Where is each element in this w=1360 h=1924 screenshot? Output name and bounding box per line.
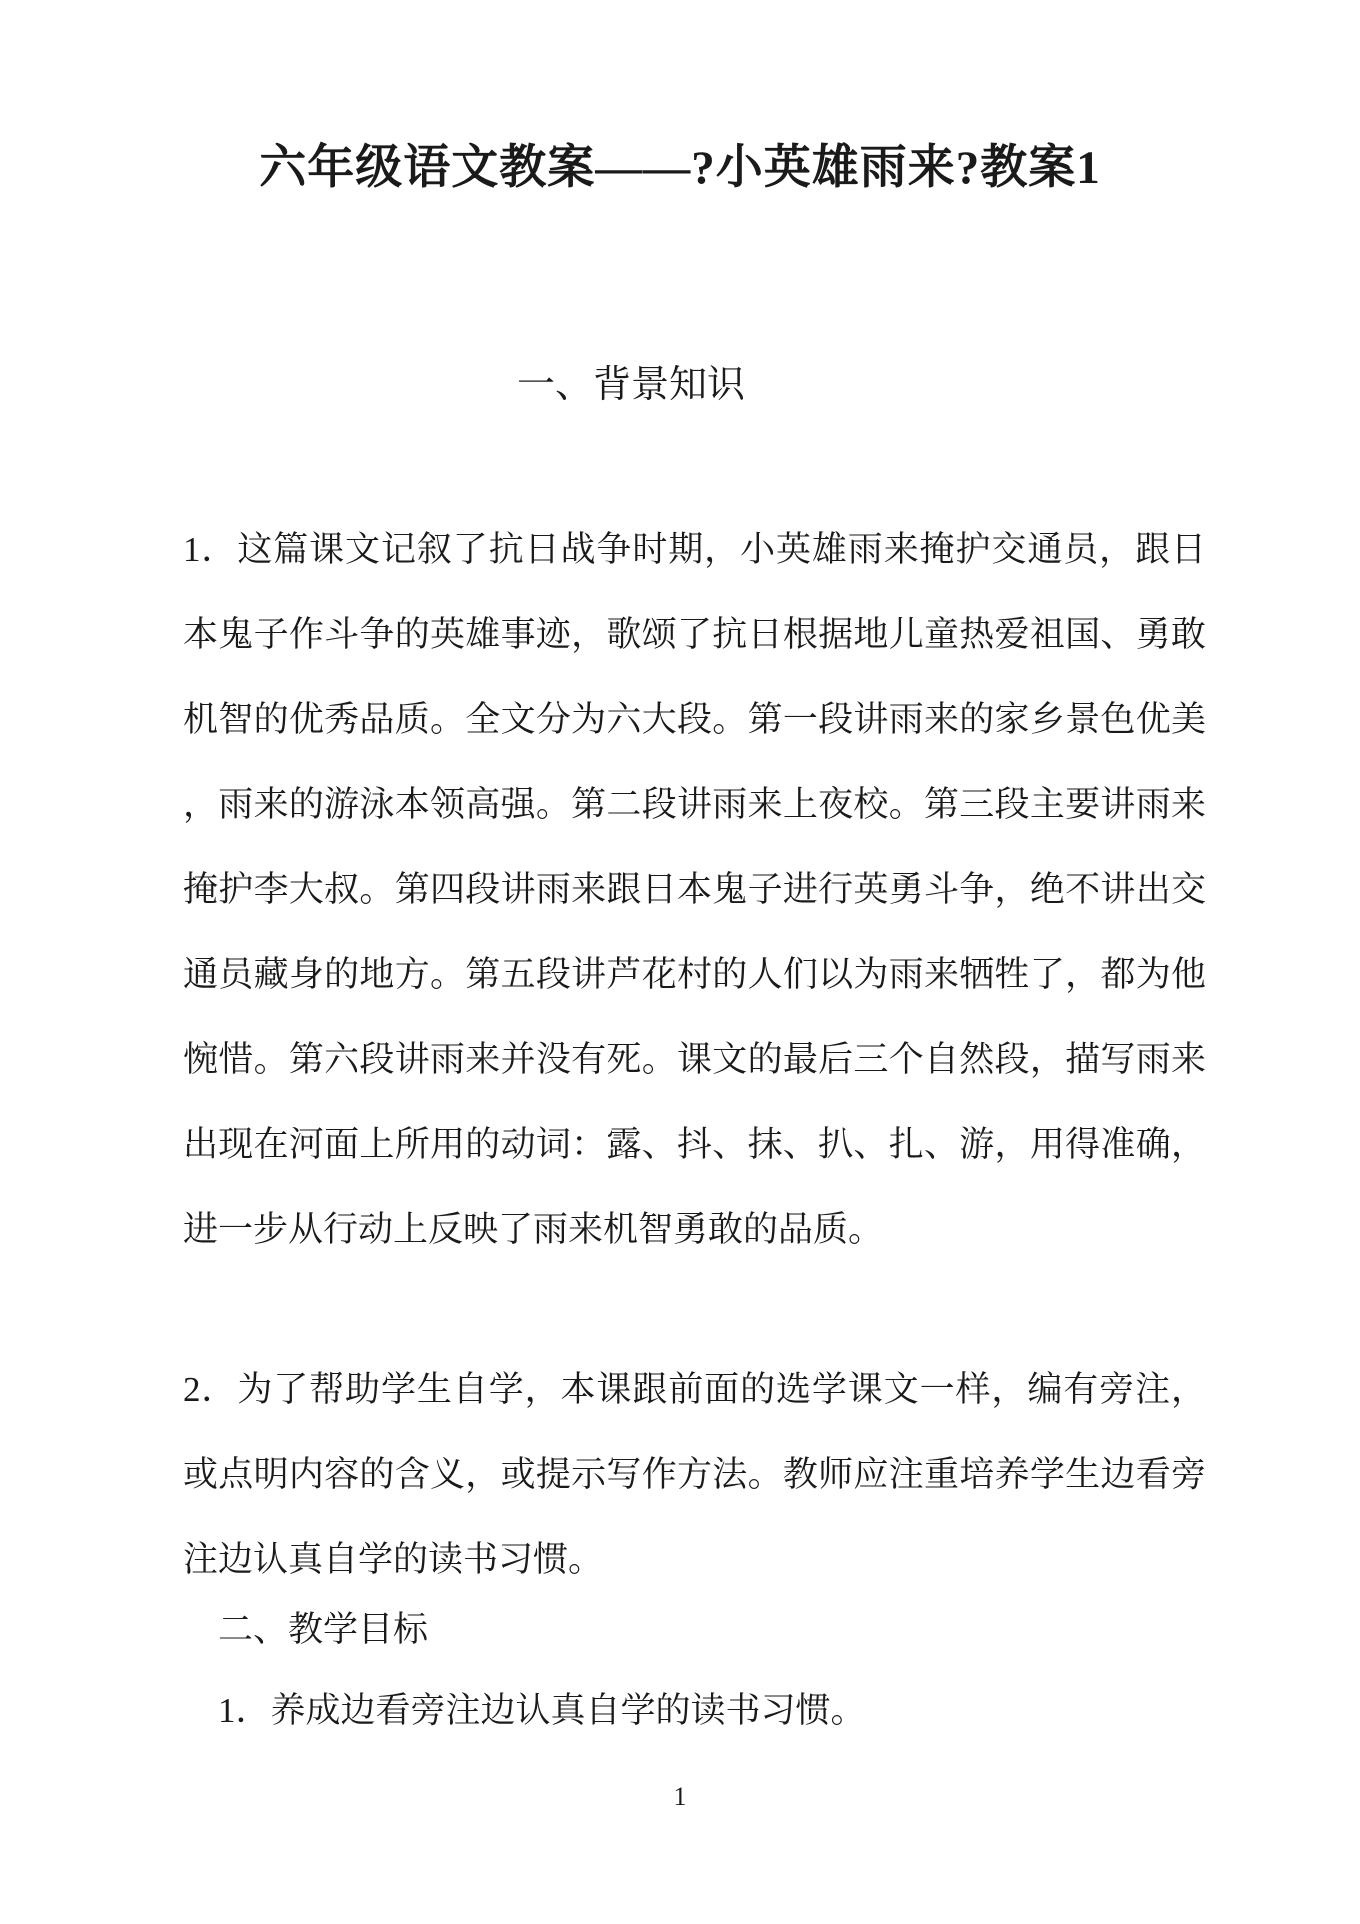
paragraph-line: ，雨来的游泳本领高强。第二段讲雨来上夜校。第三段主要讲雨来 — [183, 785, 1206, 824]
paragraph-line: 2．为了帮助学生自学，本课跟前面的选学课文一样，编有旁注， — [183, 1370, 1206, 1409]
paragraph-line: 通员藏身的地方。第五段讲芦花村的人们以为雨来牺牲了，都为他 — [183, 955, 1206, 994]
page-number: 1 — [673, 1782, 687, 1811]
document-title: 六年级语文教案——?小英雄雨来?教案1 — [259, 142, 1101, 194]
paragraph-line: 惋惜。第六段讲雨来并没有死。课文的最后三个自然段，描写雨来 — [183, 1040, 1206, 1079]
paragraph-line: 1．这篇课文记叙了抗日战争时期，小英雄雨来掩护交通员，跟日 — [183, 530, 1206, 569]
paragraph-line: 机智的优秀品质。全文分为六大段。第一段讲雨来的家乡景色优美 — [183, 700, 1206, 739]
paragraph-line: 掩护李大叔。第四段讲雨来跟日本鬼子进行英勇斗争，绝不讲出交 — [183, 870, 1206, 909]
paragraph-line: 或点明内容的含义，或提示写作方法。教师应注重培养学生边看旁 — [183, 1455, 1206, 1494]
paragraph-line: 出现在河面上所用的动词：露、抖、抹、扒、扎、游，用得准确， — [183, 1125, 1206, 1164]
paragraph-line: 注边认真自学的读书习惯。 — [183, 1540, 604, 1579]
section-heading-background-knowledge: 一、背景知识 — [517, 364, 746, 406]
paragraph-line: 进一步从行动上反映了雨来机智勇敢的品质。 — [183, 1210, 884, 1249]
paragraph-2 — [183, 1347, 1206, 1602]
teaching-goal-item-1: 1．养成边看旁注边认真自学的读书习惯。 — [218, 1691, 866, 1730]
paragraph-1 — [183, 507, 1206, 1272]
paragraph-line: 本鬼子作斗争的英雄事迹，歌颂了抗日根据地儿童热爱祖国、勇敢 — [183, 615, 1206, 654]
section-heading-teaching-goals: 二、教学目标 — [218, 1610, 429, 1649]
